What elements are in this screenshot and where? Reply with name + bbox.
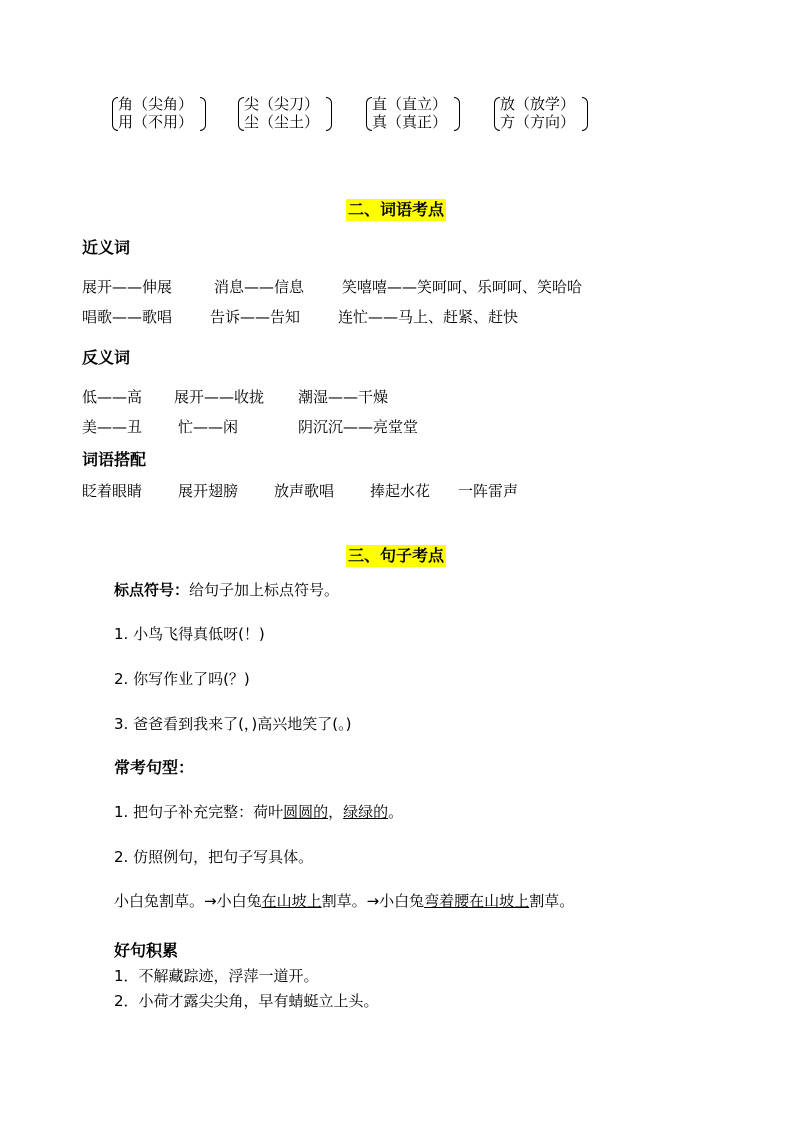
punctuation-prompt <box>114 580 339 600</box>
right-brace <box>454 97 460 131</box>
synonym-pair: 展开——伸展 <box>82 278 173 296</box>
polyphone-group <box>112 95 208 135</box>
right-brace <box>582 97 588 131</box>
sentence-text: 。 <box>388 803 404 821</box>
polyphone-line: 尖（尖刀） <box>244 95 320 113</box>
antonym-pair: 美——丑 <box>82 418 143 436</box>
right-brace <box>200 97 206 131</box>
sentence-text: 1. 把句子补充完整：荷叶 <box>114 803 284 821</box>
sentence-text: 割草。 <box>529 892 575 910</box>
underlined-phrase: 在山坡上 <box>261 892 322 910</box>
antonym-pair: 展开——收拢 <box>174 388 265 406</box>
polyphone-line: 直（直立） <box>372 95 448 113</box>
synonym-pair: 连忙——马上、赶紧、赶快 <box>338 308 519 326</box>
good-sentence-item: 2．小荷才露尖尖角，早有蜻蜓立上头。 <box>114 992 379 1010</box>
synonyms-heading: 近义词 <box>82 238 131 257</box>
antonyms-heading: 反义词 <box>82 348 131 367</box>
polyphone-group <box>238 95 334 135</box>
collocation-heading: 词语搭配 <box>82 450 147 469</box>
example-sentence <box>114 891 574 911</box>
collocation-item: 眨着眼睛 <box>82 482 143 500</box>
section-title: 三、句子考点 <box>348 546 445 565</box>
synonym-pair: 告诉——告知 <box>210 308 301 326</box>
polyphone-line: 用（不用） <box>118 113 194 131</box>
sentence-item-2: 2. 仿照例句，把句子写具体。 <box>114 848 314 866</box>
polyphone-line: 放（放学） <box>500 95 576 113</box>
collocation-item: 放声歌唱 <box>274 482 335 500</box>
good-sentence-item: 1．不解藏踪迹，浮萍一道开。 <box>114 967 319 985</box>
synonym-pair: 唱歌——歌唱 <box>82 308 173 326</box>
collocation-item: 捧起水花 <box>370 482 431 500</box>
good-sentences-heading: 好句积累 <box>114 941 179 960</box>
underlined-phrase: 弯着腰在山坡上 <box>424 892 530 910</box>
synonym-pair: 消息——信息 <box>214 278 305 296</box>
sentence-text: ， <box>328 803 344 821</box>
right-brace <box>326 97 332 131</box>
antonym-pair: 忙——闲 <box>178 418 239 436</box>
antonym-pair: 潮湿——干燥 <box>298 388 389 406</box>
punctuation-item: 3. 爸爸看到我来了(，)高兴地笑了(。) <box>114 715 352 733</box>
collocation-item: 展开翅膀 <box>178 482 239 500</box>
antonym-pair: 低——高 <box>82 388 143 406</box>
polyphone-line: 方（方向） <box>500 113 576 131</box>
polyphone-line: 尘（尘土） <box>244 113 320 131</box>
sentence-text: 割草。→小白兔 <box>321 892 425 910</box>
punctuation-instruction: 给句子加上标点符号。 <box>189 581 340 599</box>
polyphone-group <box>494 95 590 135</box>
underlined-word: 圆圆的 <box>283 803 329 821</box>
polyphone-line: 真（真正） <box>372 113 448 131</box>
punctuation-item: 1. 小鸟飞得真低呀(！) <box>114 625 265 643</box>
common-sentence-heading: 常考句型： <box>114 758 195 777</box>
antonym-pair: 阴沉沉——亮堂堂 <box>298 418 419 436</box>
polyphone-line: 角（尖角） <box>118 95 194 113</box>
punctuation-item: 2. 你写作业了吗(？) <box>114 670 250 688</box>
polyphone-group <box>366 95 462 135</box>
collocation-item: 一阵雷声 <box>458 482 519 500</box>
punctuation-heading: 标点符号： <box>114 581 190 599</box>
sentence-item-1 <box>114 802 403 822</box>
section-title: 二、词语考点 <box>348 200 445 219</box>
sentence-text: 小白兔割草。→小白兔 <box>114 892 262 910</box>
synonym-pair: 笑嘻嘻——笑呵呵、乐呵呵、笑哈哈 <box>342 278 583 296</box>
underlined-word: 绿绿的 <box>343 803 389 821</box>
